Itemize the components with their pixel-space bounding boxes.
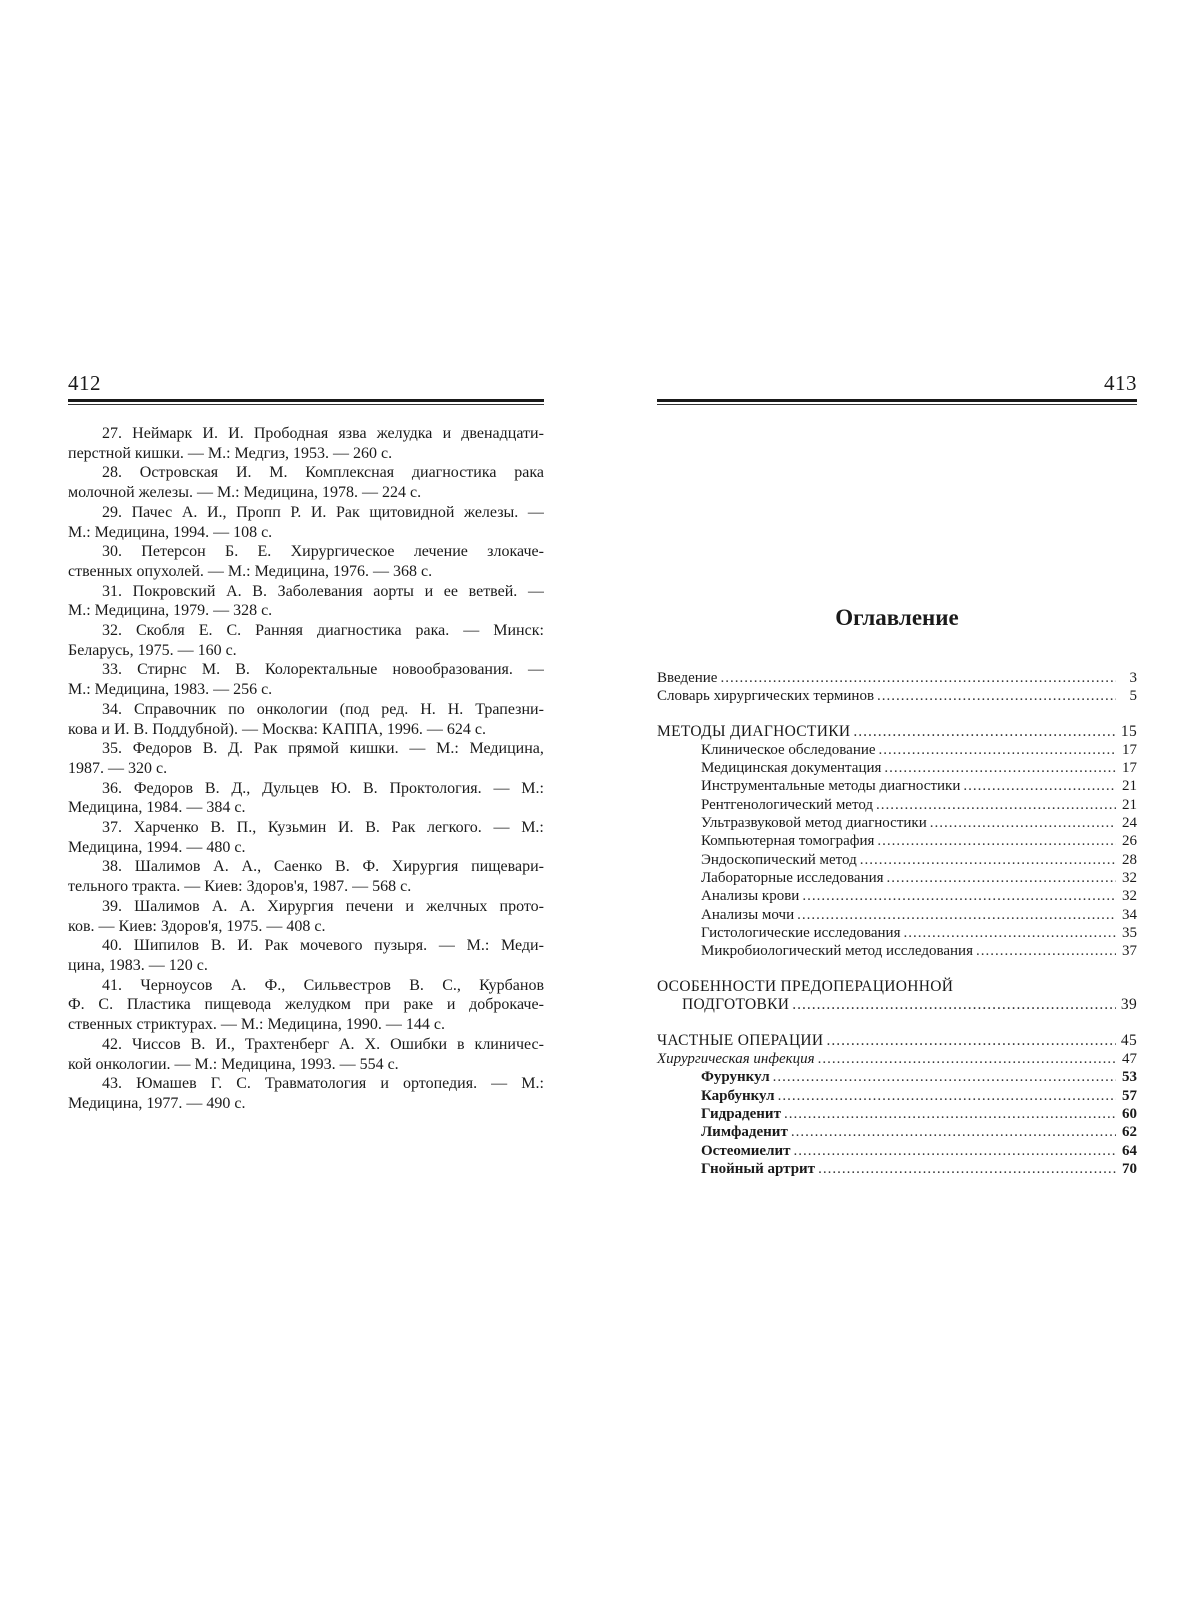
reference-line: 41. Черноусов А. Ф., Сильвестров В. С., Курбанов [102, 976, 544, 994]
reference-entry [68, 976, 544, 1035]
toc-entry-label: Эндоскопический метод [701, 851, 857, 868]
toc-entry[interactable] [657, 1123, 1137, 1141]
toc-entry[interactable] [657, 796, 1137, 814]
toc-page-number: 37 [1122, 943, 1137, 960]
toc-entry[interactable] [657, 777, 1137, 795]
dot-leader [791, 1123, 1116, 1141]
reference-line: М.: Медицина, 1979. — 328 с. [68, 602, 273, 620]
toc-section-label: МЕТОДЫ ДИАГНОСТИКИ [657, 722, 851, 740]
dot-leader [794, 1142, 1116, 1160]
dot-leader [860, 851, 1116, 869]
reference-line: 31. Покровский А. В. Заболевания аорты и ее ветвей. — [102, 582, 544, 600]
reference-entry [68, 700, 544, 739]
reference-entry [68, 1035, 544, 1074]
toc-page-number: 17 [1122, 760, 1137, 777]
reference-entry [68, 660, 544, 699]
dot-leader [720, 669, 1116, 687]
reference-entry [68, 897, 544, 936]
reference-line: кой онкологии. — М.: Медицина, 1993. — 554 с. [68, 1055, 399, 1073]
toc-page-number: 45 [1120, 1031, 1137, 1049]
dot-leader [887, 869, 1116, 887]
toc-entry[interactable] [657, 924, 1137, 942]
toc-entry-label: Введение [657, 670, 718, 686]
reference-line: ков. — Киев: Здоров'я, 1975. — 408 с. [68, 917, 326, 935]
toc-subsection-label: Хирургическая инфекция [657, 1051, 815, 1068]
toc-page-number: 24 [1122, 815, 1137, 832]
toc-page-number: 57 [1122, 1087, 1137, 1104]
toc-page-number: 32 [1122, 888, 1137, 905]
reference-line: Медицина, 1994. — 480 с. [68, 838, 246, 856]
toc-entry[interactable] [657, 906, 1137, 924]
dot-leader [879, 741, 1116, 759]
reference-line: ственных стриктурах. — М.: Медицина, 1990. — 144 с. [68, 1016, 445, 1034]
dot-leader [963, 777, 1116, 795]
toc-page-number: 28 [1122, 851, 1137, 868]
table-of-contents [657, 669, 1137, 1178]
reference-line: 39. Шалимов А. А. Хирургия печени и желчных прото- [102, 897, 544, 915]
toc-entry[interactable] [657, 1105, 1137, 1123]
dot-leader [784, 1105, 1116, 1123]
reference-line: 32. Скобля Е. С. Ранняя диагностика рака. — Минск: [102, 622, 544, 640]
toc-page-number: 47 [1122, 1051, 1137, 1068]
reference-line: Медицина, 1984. — 384 с. [68, 799, 246, 817]
toc-page-number: 35 [1122, 924, 1137, 941]
reference-entry [68, 739, 544, 778]
dot-leader [797, 906, 1116, 924]
toc-entry[interactable] [657, 814, 1137, 832]
reference-line: перстной кишки. — М.: Медгиз, 1953. — 260 с. [68, 444, 393, 462]
page-number: 413 [1104, 371, 1137, 395]
reference-line: кова и И. В. Поддубной). — Москва: КАППА, 1996. — 624 с. [68, 720, 486, 738]
reference-line: Ф. С. Пластика пищевода желудком при раке и доброкаче- [68, 996, 544, 1014]
toc-entry-label: Анализы крови [701, 888, 800, 905]
toc-page-number: 15 [1120, 722, 1137, 740]
toc-entry-label: Инструментальные методы диагностики [701, 778, 961, 795]
reference-line: цина, 1983. — 120 с. [68, 956, 208, 974]
toc-section-diagnostics[interactable] [657, 723, 1137, 741]
dot-leader [818, 1160, 1116, 1178]
reference-line: 40. Шипилов В. И. Рак мочевого пузыря. — М.: Меди- [102, 937, 544, 955]
reference-entry [68, 779, 544, 818]
reference-line: ственных опухолей. — М.: Медицина, 1976. — 368 с. [68, 562, 433, 580]
toc-page-number: 53 [1122, 1069, 1137, 1086]
toc-section-preop[interactable] [657, 996, 1137, 1014]
dot-leader [877, 832, 1116, 850]
reference-line: молочной железы. — М.: Медицина, 1978. — 224 с. [68, 484, 422, 502]
toc-entry[interactable] [657, 942, 1137, 960]
header-rule [657, 399, 1137, 402]
toc-page-number: 17 [1122, 741, 1137, 758]
toc-entry[interactable] [657, 1068, 1137, 1086]
toc-entry[interactable] [657, 741, 1137, 759]
reference-line: 35. Федоров В. Д. Рак прямой кишки. — М.: Медицина, [102, 740, 544, 758]
toc-entry[interactable] [657, 1160, 1137, 1178]
toc-entry[interactable] [657, 1087, 1137, 1105]
right-page [657, 0, 1137, 1600]
toc-entry-label: Остеомиелит [701, 1142, 791, 1159]
toc-page-number: 39 [1120, 996, 1137, 1014]
toc-page-number: 21 [1122, 778, 1137, 795]
dot-leader [884, 759, 1116, 777]
reference-entry [68, 503, 544, 542]
dot-leader [778, 1087, 1116, 1105]
toc-entry-label: Компьютерная томография [701, 833, 875, 850]
toc-title: Оглавление [835, 605, 959, 630]
reference-line: М.: Медицина, 1983. — 256 с. [68, 681, 273, 699]
toc-entry[interactable] [657, 851, 1137, 869]
left-page [68, 0, 544, 1600]
toc-entry-label: Медицинская документация [701, 760, 882, 777]
toc-page-number: 3 [1129, 670, 1137, 686]
toc-page-number: 34 [1122, 906, 1137, 923]
toc-section-preop-line1[interactable]: ОСОБЕННОСТИ ПРЕДОПЕРАЦИОННОЙ [657, 978, 954, 996]
toc-entry-label: Гнойный артрит [701, 1160, 816, 1177]
toc-section-label: ПОДГОТОВКИ [682, 996, 790, 1014]
reference-entry [68, 424, 544, 463]
reference-entry [68, 936, 544, 975]
dot-leader [802, 887, 1116, 905]
toc-entry-label: Лабораторные исследования [701, 869, 884, 886]
reference-entry [68, 621, 544, 660]
reference-line: 28. Островская И. М. Комплексная диагностика рака [102, 464, 544, 482]
dot-leader [876, 796, 1116, 814]
toc-entry-label: Гистологические исследования [701, 924, 901, 941]
reference-line: 36. Федоров В. Д., Дульцев Ю. В. Проктология. — М.: [102, 779, 544, 797]
reference-line: 1987. — 320 с. [68, 759, 168, 777]
dot-leader [903, 924, 1116, 942]
toc-page-number: 26 [1122, 833, 1137, 850]
toc-entry[interactable] [657, 759, 1137, 777]
toc-page-number: 60 [1122, 1105, 1137, 1122]
toc-section-operations[interactable] [657, 1032, 1137, 1050]
reference-entry [68, 582, 544, 621]
page-number: 412 [68, 371, 101, 395]
reference-line: 42. Чиссов В. И., Трахтенберг А. Х. Ошибки в клиничес- [102, 1035, 544, 1053]
dot-leader [976, 942, 1116, 960]
reference-line: 29. Пачес А. И., Пропп Р. И. Рак щитовидной железы. — [102, 503, 544, 521]
toc-page-number: 64 [1122, 1142, 1137, 1159]
toc-subsection[interactable] [657, 1050, 1137, 1068]
toc-entry-label: Фурункул [701, 1069, 770, 1086]
toc-page-number: 32 [1122, 869, 1137, 886]
dot-leader [792, 996, 1116, 1014]
reference-entry [68, 1074, 544, 1113]
reference-line: 38. Шалимов А. А., Саенко В. Ф. Хирургия пищевари- [102, 858, 544, 876]
toc-entry-label: Словарь хирургических терминов [657, 688, 875, 705]
dot-leader [877, 687, 1116, 705]
toc-entry[interactable] [657, 832, 1137, 850]
toc-entry-label: Карбункул [701, 1087, 775, 1104]
reference-line: Беларусь, 1975. — 160 с. [68, 641, 237, 659]
dot-leader [826, 1032, 1116, 1050]
dot-leader [930, 814, 1116, 832]
toc-entry[interactable] [657, 869, 1137, 887]
reference-entry [68, 463, 544, 502]
toc-entry[interactable] [657, 687, 1137, 705]
dot-leader [853, 723, 1116, 741]
reference-line: тельного тракта. — Киев: Здоров'я, 1987. — 568 с. [68, 878, 412, 896]
toc-entry-label: Анализы мочи [701, 906, 795, 923]
dot-leader [773, 1068, 1116, 1086]
reference-line: М.: Медицина, 1994. — 108 с. [68, 523, 273, 541]
toc-entry-label: Ультразвуковой метод диагностики [701, 815, 927, 832]
reference-line: 33. Стирнс М. В. Колоректальные новообразования. — [102, 661, 544, 679]
toc-page-number: 62 [1122, 1124, 1137, 1141]
reference-line: 34. Справочник по онкологии (под ред. Н. Н. Трапезни- [102, 700, 544, 718]
toc-section-label: ЧАСТНЫЕ ОПЕРАЦИИ [657, 1031, 824, 1049]
toc-entry-label: Микробиологический метод исследования [701, 943, 973, 960]
reference-line: 43. Юмашев Г. С. Травматология и ортопедия. — М.: [102, 1075, 544, 1093]
toc-entry[interactable] [657, 669, 1137, 687]
reference-line: 30. Петерсон Б. Е. Хирургическое лечение злокаче- [102, 543, 544, 561]
reference-entry [68, 857, 544, 896]
reference-entry [68, 818, 544, 857]
toc-entry-label: Клиническое обследование [701, 741, 876, 758]
toc-entry[interactable] [657, 1142, 1137, 1160]
toc-entry-label: Лимфаденит [701, 1124, 788, 1141]
header-rule [68, 399, 544, 402]
toc-page-number: 5 [1129, 688, 1137, 705]
reference-line: 27. Неймарк И. И. Прободная язва желудка и двенадцати- [102, 425, 544, 442]
reference-entry [68, 542, 544, 581]
reference-list [68, 424, 544, 1114]
reference-line: Медицина, 1977. — 490 с. [68, 1094, 246, 1112]
toc-entry-label: Гидраденит [701, 1105, 781, 1122]
toc-page-number: 70 [1122, 1160, 1137, 1177]
dot-leader [818, 1050, 1116, 1068]
toc-page-number: 21 [1122, 796, 1137, 813]
toc-entry[interactable] [657, 887, 1137, 905]
reference-line: 37. Харченко В. П., Кузьмин И. В. Рак легкого. — М.: [102, 819, 544, 837]
toc-entry-label: Рентгенологический метод [701, 796, 874, 813]
